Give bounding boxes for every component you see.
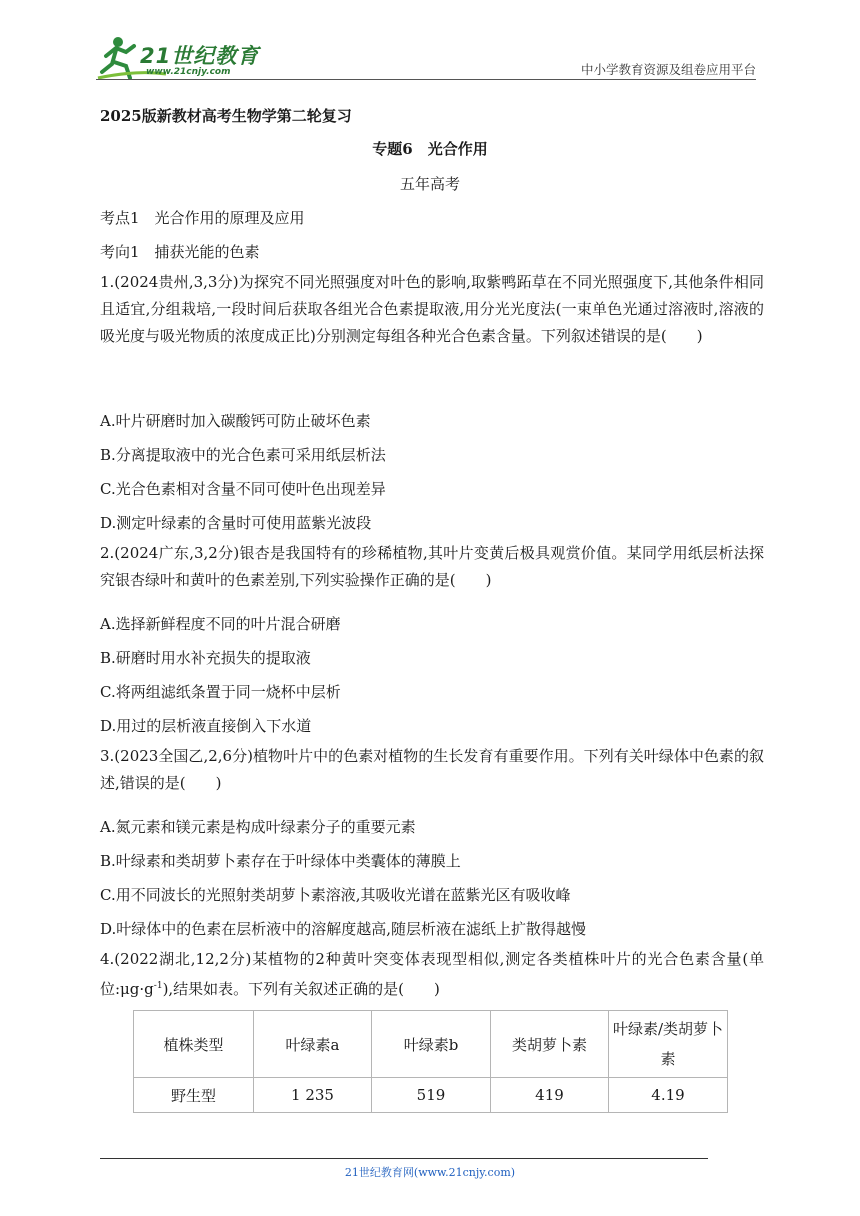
question-4-stem [100,946,764,1003]
question-4-unit-superscript: -1 [153,981,163,991]
exam-direction-heading: 考向1 捕获光能的色素 [100,243,260,261]
question-2-option-d: D.用过的层析液直接倒入下水道 [100,717,312,735]
site-logo [96,34,266,82]
table-header-cell: 叶绿素a [254,1011,372,1078]
table-cell: 野生型 [134,1078,254,1113]
section-subtitle: 五年高考 [399,175,460,193]
question-2-option-c: C.将两组滤纸条置于同一烧杯中层析 [100,683,341,701]
question-4-stem-part2: ),结果如表。下列有关叙述正确的是( ) [162,980,440,998]
table-row [134,1078,728,1113]
logo-main-text: 21世纪教育 [140,44,260,68]
question-1-stem: 1.(2024贵州,3,3分)为探究不同光照强度对叶色的影响,取紫鸭跖草在不同光照强度下,其他条件相同且适宜,分组栽培,一段时间后获取各组光合色素提取液,用分光光度法(一束单色光通过溶液时,溶液的吸光度与吸光物质的浓度成正比)分别测定每组各种光合色素含量。下列叙述错误的是( ) [100,273,764,345]
question-2-option-a: A.选择新鲜程度不同的叶片混合研磨 [100,615,341,633]
table-cell: 419 [491,1078,609,1113]
question-2-stem: 2.(2024广东,3,2分)银杏是我国特有的珍稀植物,其叶片变黄后极具观赏价值。某同学用纸层析法探究银杏绿叶和黄叶的色素差别,下列实验操作正确的是( ) [100,544,764,589]
question-3-option-d: D.叶绿体中的色素在层析液中的溶解度越高,随层析液在滤纸上扩散得越慢 [100,920,587,938]
question-1-option-a: A.叶片研磨时加入碳酸钙可防止破坏色素 [100,412,371,430]
logo-url-text: www.21cnjy.com [146,67,231,77]
question-3-stem: 3.(2023全国乙,2,6分)植物叶片中的色素对植物的生长发育有重要作用。下列有关叶绿体中色素的叙述,错误的是( ) [100,747,764,792]
question-3-option-b: B.叶绿素和类胡萝卜素存在于叶绿体中类囊体的薄膜上 [100,852,461,870]
document-title: 2025版新教材高考生物学第二轮复习 [100,107,352,125]
table-cell: 4.19 [609,1078,728,1113]
question-4-stem-part1: 4.(2022湖北,12,2分)某植物的2种黄叶突变体表现型相似,测定各类植株叶片的光合色素含量(单位:μg·g [100,950,764,998]
table-header-cell: 叶绿素/类胡萝卜素 [609,1011,728,1078]
question-1-option-c: C.光合色素相对含量不同可使叶色出现差异 [100,480,386,498]
table-header-cell: 叶绿素b [372,1011,491,1078]
exam-point-heading: 考点1 光合作用的原理及应用 [100,209,305,227]
footer-link[interactable]: 21世纪教育网(www.21cnjy.com) [344,1166,516,1179]
question-3-option-a: A.氮元素和镁元素是构成叶绿素分子的重要元素 [100,818,416,836]
footer-divider [100,1158,708,1159]
table-cell: 1 235 [254,1078,372,1113]
table-header-row [134,1011,728,1078]
platform-tagline: 中小学教育资源及组卷应用平台 [580,62,756,77]
question-1-option-b: B.分离提取液中的光合色素可采用纸层析法 [100,446,386,464]
table-header-cell: 类胡萝卜素 [491,1011,609,1078]
header-divider [96,79,756,80]
question-3-option-c: C.用不同波长的光照射类胡萝卜素溶液,其吸收光谱在蓝紫光区有吸收峰 [100,886,571,904]
topic-title: 专题6 光合作用 [372,140,488,158]
question-2-option-b: B.研磨时用水补充损失的提取液 [100,649,311,667]
pigment-content-table [133,1010,728,1113]
table-cell: 519 [372,1078,491,1113]
table-header-cell: 植株类型 [134,1011,254,1078]
question-1-option-d: D.测定叶绿素的含量时可使用蓝紫光波段 [100,514,372,532]
